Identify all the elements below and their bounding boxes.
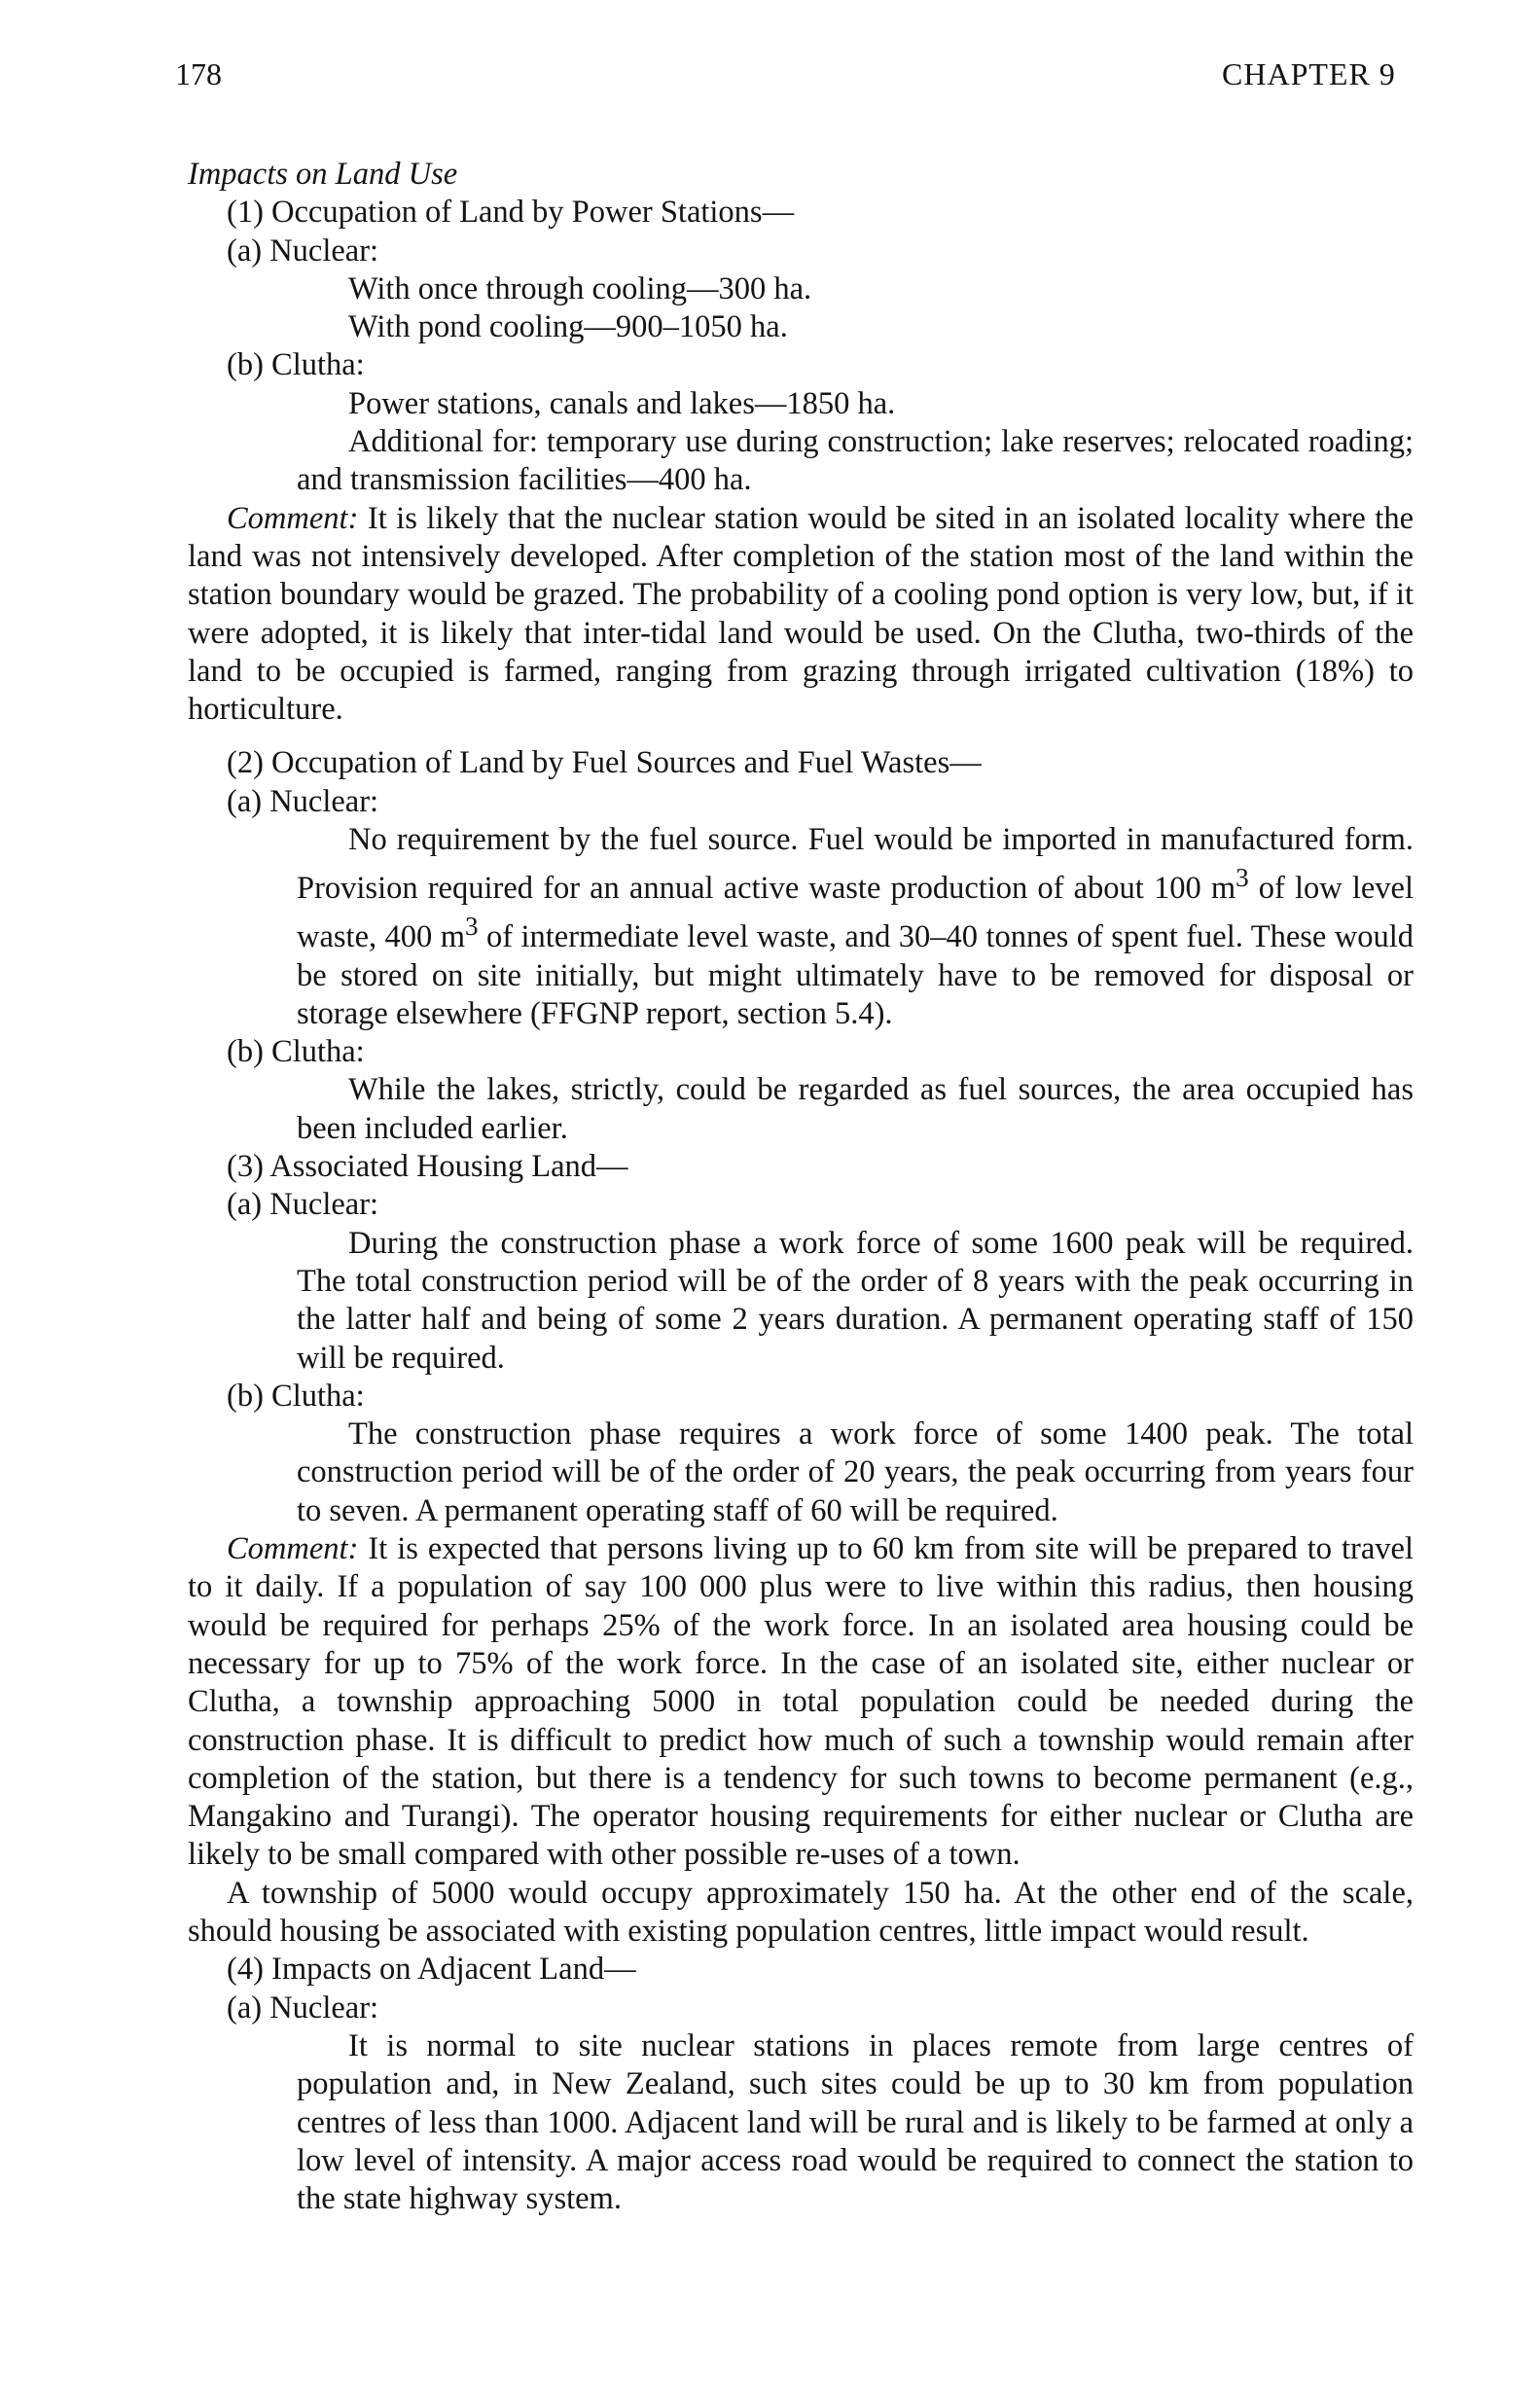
s3-heading: (3) Associated Housing Land—	[227, 1149, 628, 1185]
s2-a-text-3: of intermediate level waste, and 30–40 tonnes of spent fuel. These would be stored on site initially, but might ultimately have to be removed for disposal or storage elsewhere (FFGNP report, section 5.4).	[297, 919, 1414, 1031]
s3-b-label: (b) Clutha:	[227, 1378, 365, 1414]
s4-a-paragraph: It is normal to site nuclear stations in places remote from large centres of population and, in New Zealand, such sites could be up to 30 km from population centres of less than 1000. Adjacent land will be rural and is likely to be farmed at only a low level of intensity. A major access road would be required to connect the station to the state highway system.	[297, 2027, 1414, 2217]
s1-comment-text: It is likely that the nuclear station would be sited in an isolated locality where the land was not intensively developed. After completion of the station most of the land within the station boundary would be grazed. The probability of a cooling pond option is very low, but, if it were adopted, it is likely that inter-tidal land would be used. On the Clutha, two-thirds of the land to be occupied is farmed, ranging from grazing through irrigated cultivation (18%) to horticulture.	[188, 500, 1414, 728]
s3-comment-text: It is expected that persons living up to 60 km from site will be prepared to travel to it daily. If a population of say 100 000 plus were to live within this radius, then housing would be required for perhaps 25% of the work force. In an isolated area housing could be necessary for up to 75% of the work force. In the case of an isolated site, either nuclear or Clutha, a township approaching 5000 in total population could be needed during the construction phase. It is difficult to predict how much of such a township would remain after completion of the station, but there is a tendency for such towns to become permanent (e.g., Mangakino and Turangi). The operator housing requirements for either nuclear or Clutha are likely to be small compared with other possible re-uses of a town.	[188, 1531, 1414, 1873]
s1-a-line1: With once through cooling—300 ha.	[348, 270, 812, 306]
comment-label: Comment:	[227, 1531, 359, 1567]
s2-a-text-2: of low level waste, 400 m	[297, 871, 1414, 955]
s3-b-paragraph: The construction phase requires a work force of some 1400 peak. The total construction period will be of the order of 20 years, the peak occurring from years four to seven. A permanent operating staff of 60 will be required.	[297, 1416, 1414, 1528]
s1-b-line1: Power stations, canals and lakes—1850 ha.	[348, 385, 896, 421]
s2-b-label: (b) Clutha:	[227, 1034, 365, 1070]
s3-comment	[188, 1530, 1414, 1875]
s4-heading: (4) Impacts on Adjacent Land—	[227, 1952, 636, 1988]
comment-label: Comment:	[227, 500, 359, 536]
s3-a-label: (a) Nuclear:	[227, 1187, 379, 1223]
s2-a-paragraph	[188, 821, 1414, 1033]
s1-a-label: (a) Nuclear:	[227, 233, 379, 269]
s2-b-paragraph: While the lakes, strictly, could be regarded as fuel sources, the area occupied has been included earlier.	[297, 1072, 1414, 1146]
s2-a-label: (a) Nuclear:	[227, 783, 379, 819]
s3-paragraph-2: A township of 5000 would occupy approximately 150 ha. At the other end of the scale, should housing be associated with existing population centres, little impact would result.	[188, 1875, 1414, 1950]
page-number: 178	[175, 56, 222, 91]
s1-b-paragraph: Additional for: temporary use during construction; lake reserves; relocated roading; and transmission facilities—400 ha.	[297, 424, 1414, 498]
s2-a-text-1: No requirement by the fuel source. Fuel would be imported in manufactured form. Provision required for an annual active waste production of about 100 m	[297, 822, 1414, 907]
section-title: Impacts on Land Use	[188, 157, 458, 192]
s1-heading: (1) Occupation of Land by Power Stations—	[227, 195, 795, 231]
s1-a-line2: With pond cooling—900–1050 ha.	[348, 309, 788, 345]
page-body	[188, 156, 1414, 2218]
superscript-3: 3	[465, 912, 479, 942]
s2-heading: (2) Occupation of Land by Fuel Sources and Fuel Wastes—	[227, 745, 982, 781]
chapter-heading: CHAPTER 9	[1222, 56, 1396, 91]
s1-comment	[188, 500, 1414, 730]
s4-a-label: (a) Nuclear:	[227, 1990, 379, 2026]
s3-a-paragraph: During the construction phase a work force of some 1600 peak will be required. The total construction period will be of the order of 8 years with the peak occurring in the latter half and being of some 2 years duration. A permanent operating staff of 150 will be required.	[297, 1225, 1414, 1376]
superscript-3: 3	[1236, 863, 1249, 893]
s1-b-label: (b) Clutha:	[227, 347, 365, 383]
